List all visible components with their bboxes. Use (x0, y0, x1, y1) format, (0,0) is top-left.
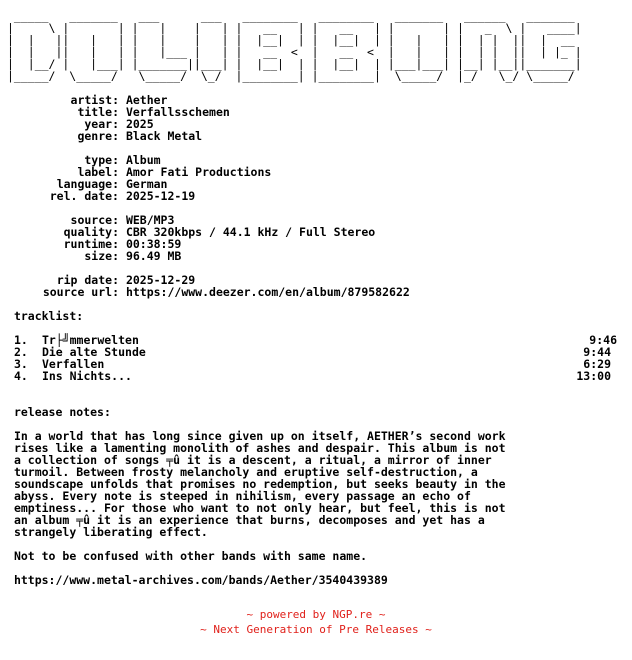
size-label: size: (84, 249, 119, 263)
genre-value: Black Metal (125, 129, 203, 143)
release-notes-line: In a world that has long since given up on itself, AETHER’s second work (13, 429, 506, 443)
track-title: Ins Nichts... (41, 369, 132, 383)
record-label-label: label: (77, 165, 119, 179)
release-notes-line: an album ╤û it is an experience that burns, decomposes and yet has a (13, 513, 485, 527)
tracklist-heading: tracklist: (13, 309, 84, 323)
track-title: Die alte Stunde (41, 345, 146, 359)
release-notes-line: a collection of songs ╤û it is a descent, a ritual, a mirror of inner (13, 453, 492, 467)
ascii-logo: _____ _______ ___ ___ ________ ________ _______ ______ _______ | \ | | | | | | | __ | | __ | | | | _ \ | ____| | | || | | | | | | | |__| | | |__| | | | | | | | || | __ | | || | | | |___ | | | __ < | __ < | | | | | | || | |_ | | |__/ | |___| |_______||___| | |__| | | |__| | |___|___| |__| |__||_______| |_____/ \_____/ \_____/ \_/ |________| |________| \_____/ |_/ \_/ \_____/ (7, 9, 582, 83)
track-duration: 13:00 (576, 369, 611, 383)
source-value: WEB/MP3 (125, 213, 175, 227)
year-label: year: (84, 117, 119, 131)
track-number: 3. (13, 357, 28, 371)
language-label: language: (56, 177, 119, 191)
year-value: 2025 (125, 117, 154, 131)
quality-label: quality: (63, 225, 119, 239)
track-title: Tr├╝mmerwelten (41, 333, 139, 347)
track-duration: 6:29 (583, 357, 611, 371)
release-notes-note: Not to be confused with other bands with same name. (13, 549, 368, 563)
source-url-label: source url: (42, 285, 119, 299)
rip-date-label: rip date: (56, 273, 119, 287)
track-duration: 9:44 (583, 345, 611, 359)
record-label-value: Amor Fati Productions (125, 165, 272, 179)
track-number: 1. (13, 333, 28, 347)
source-url-value[interactable]: https://www.deezer.com/en/album/879582622 (125, 285, 410, 299)
release-notes-line: turmoil. Between frosty melancholy and eruptive self-destruction, a (13, 465, 478, 479)
runtime-value: 00:38:59 (125, 237, 182, 251)
type-value: Album (125, 153, 161, 167)
artist-value: Aether (125, 93, 168, 107)
release-notes-line: strangely liberating effect. (13, 525, 208, 539)
release-notes-body (7, 429, 506, 539)
type-label: type: (84, 153, 119, 167)
metal-archives-link[interactable]: https://www.metal-archives.com/bands/Aether/3540439389 (13, 573, 388, 587)
track-duration: 9:46 (589, 333, 617, 347)
release-notes-line: soundscape unfolds that promises no redemption, but seeks beauty in the (13, 477, 506, 491)
nfo-text (7, 10, 617, 586)
track-number: 2. (13, 345, 28, 359)
quality-value: CBR 320kbps / 44.1 kHz / Full Stereo (125, 225, 376, 239)
genre-label: genre: (77, 129, 119, 143)
info-block (7, 93, 410, 299)
rel-date-value: 2025-12-19 (125, 189, 196, 203)
release-notes-line: rises like a lamenting monolith of ashes and despair. This album is not (13, 441, 506, 455)
track-title: Verfallen (41, 357, 105, 371)
title-value: Verfallsschemen (125, 105, 230, 119)
runtime-label: runtime: (63, 237, 119, 251)
footer-powered-by: ~ powered by NGP.re ~ (246, 608, 386, 621)
artist-label: artist: (70, 93, 119, 107)
release-notes-line: emptiness... For those who want to not only hear, but feel, this is not (13, 501, 506, 515)
rip-date-value: 2025-12-29 (125, 273, 196, 287)
track-number: 4. (13, 369, 28, 383)
title-label: title: (77, 105, 119, 119)
footer (0, 607, 632, 637)
track-row (7, 370, 611, 382)
release-notes-line: abyss. Every note is steeped in nihilism, every passage an echo of (13, 489, 471, 503)
size-value: 96.49 MB (125, 249, 182, 263)
source-label: source: (70, 213, 119, 227)
rel-date-label: rel. date: (49, 189, 119, 203)
footer-tagline: ~ Next Generation of Pre Releases ~ (200, 623, 432, 636)
language-value: German (125, 177, 168, 191)
release-notes-heading: release notes: (13, 405, 111, 419)
